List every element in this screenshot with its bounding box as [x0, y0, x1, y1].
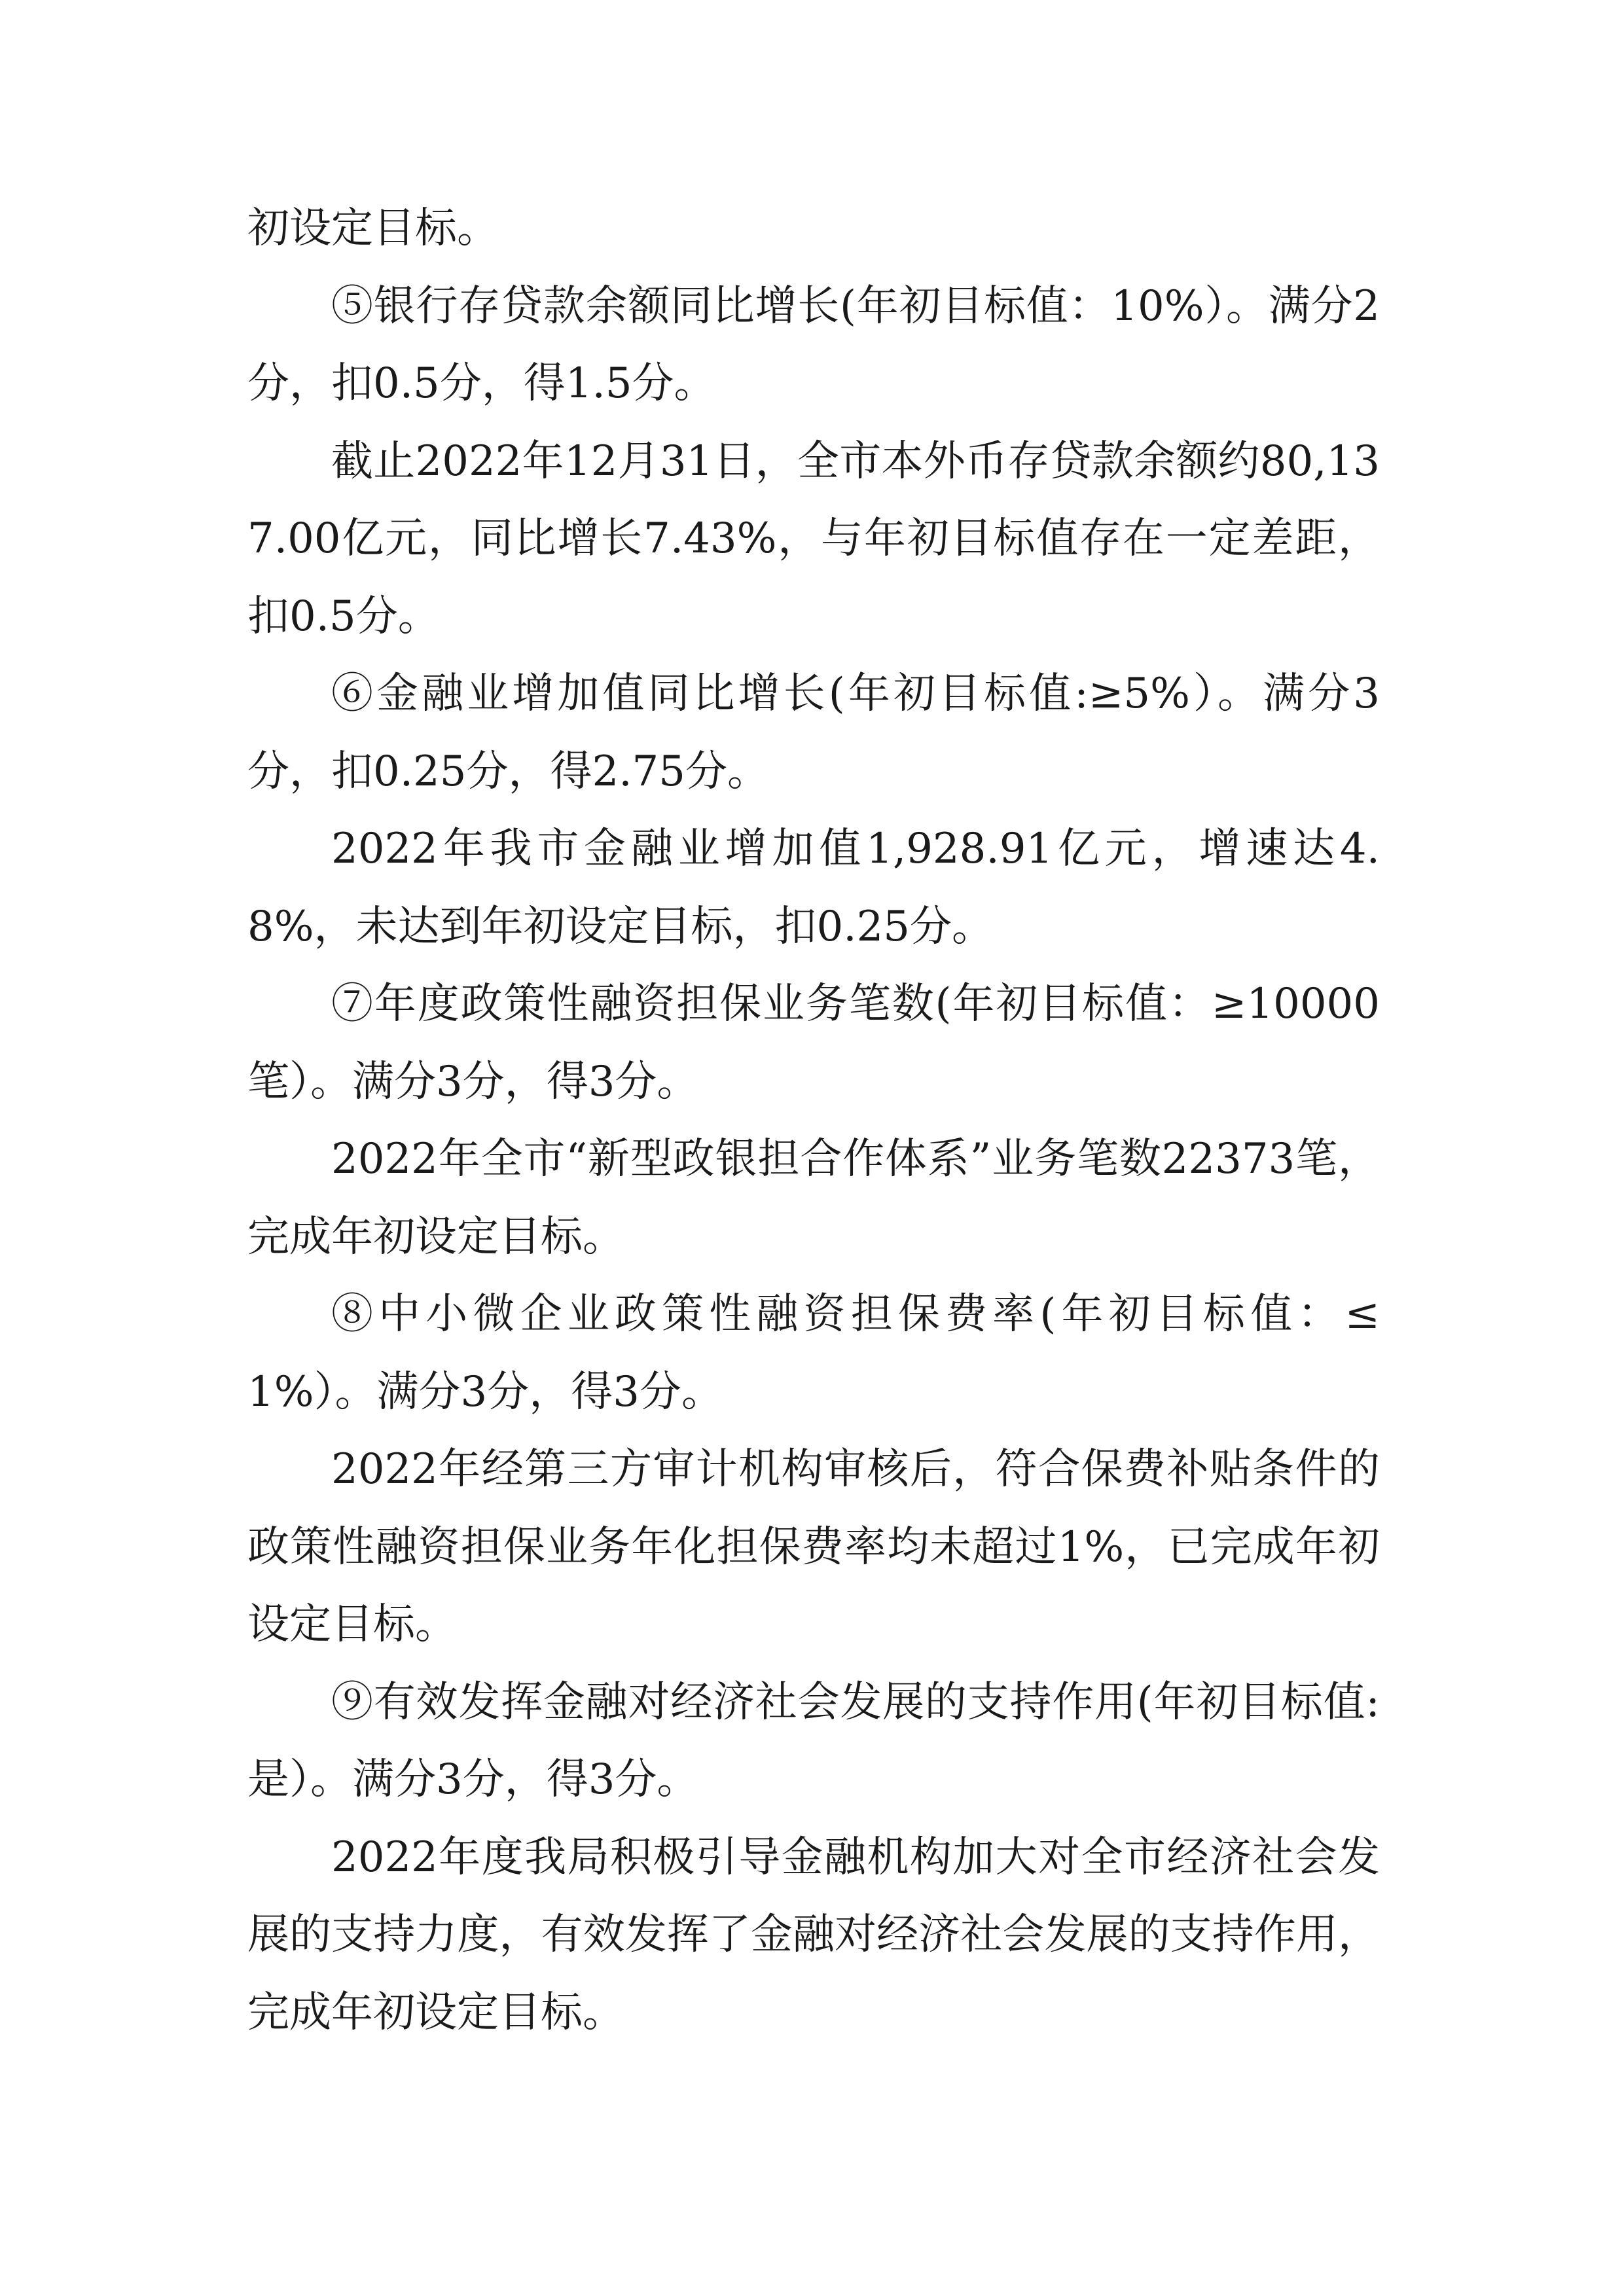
paragraph-indicator-6-detail: 2022年我市金融业增加值1,928.91亿元，增速达4.8%，未达到年初设定目标，扣0.25分。 — [247, 825, 1380, 951]
paragraph-continuation: 初设定目标。 — [247, 204, 499, 253]
paragraph-indicator-9: ⑨有效发挥金融对经济社会发展的支持作用(年初目标值:是）。满分3分，得3分。 — [247, 1677, 1380, 1804]
paragraph-indicator-5-detail: 截止2022年12月31日，全市本外币存贷款余额约80,137.00亿元，同比增长7.43%，与年初目标值存在一定差距，扣0.5分。 — [247, 437, 1380, 641]
paragraph-indicator-8: ⑧中小微企业政策性融资担保费率(年初目标值：≤1%）。满分3分，得3分。 — [247, 1290, 1380, 1416]
document-body — [247, 190, 1380, 2051]
paragraph-indicator-6: ⑥金融业增加值同比增长(年初目标值:≥5%）。满分3分，扣0.25分，得2.75分。 — [247, 670, 1380, 796]
paragraph-indicator-9-detail: 2022年度我局积极引导金融机构加大对全市经济社会发展的支持力度，有效发挥了金融对经济社会发展的支持作用，完成年初设定目标。 — [247, 1833, 1380, 2037]
paragraph-indicator-8-detail: 2022年经第三方审计机构审核后，符合保费补贴条件的政策性融资担保业务年化担保费率均未超过1%，已完成年初设定目标。 — [247, 1445, 1380, 1649]
paragraph-indicator-7-detail: 2022年全市“新型政银担合作体系”业务笔数22373笔，完成年初设定目标。 — [247, 1135, 1380, 1261]
paragraph-indicator-7: ⑦年度政策性融资担保业务笔数(年初目标值：≥10000笔）。满分3分，得3分。 — [247, 980, 1380, 1106]
paragraph-indicator-5: ⑤银行存贷款余额同比增长(年初目标值：10%）。满分2分，扣0.5分，得1.5分。 — [247, 281, 1380, 408]
